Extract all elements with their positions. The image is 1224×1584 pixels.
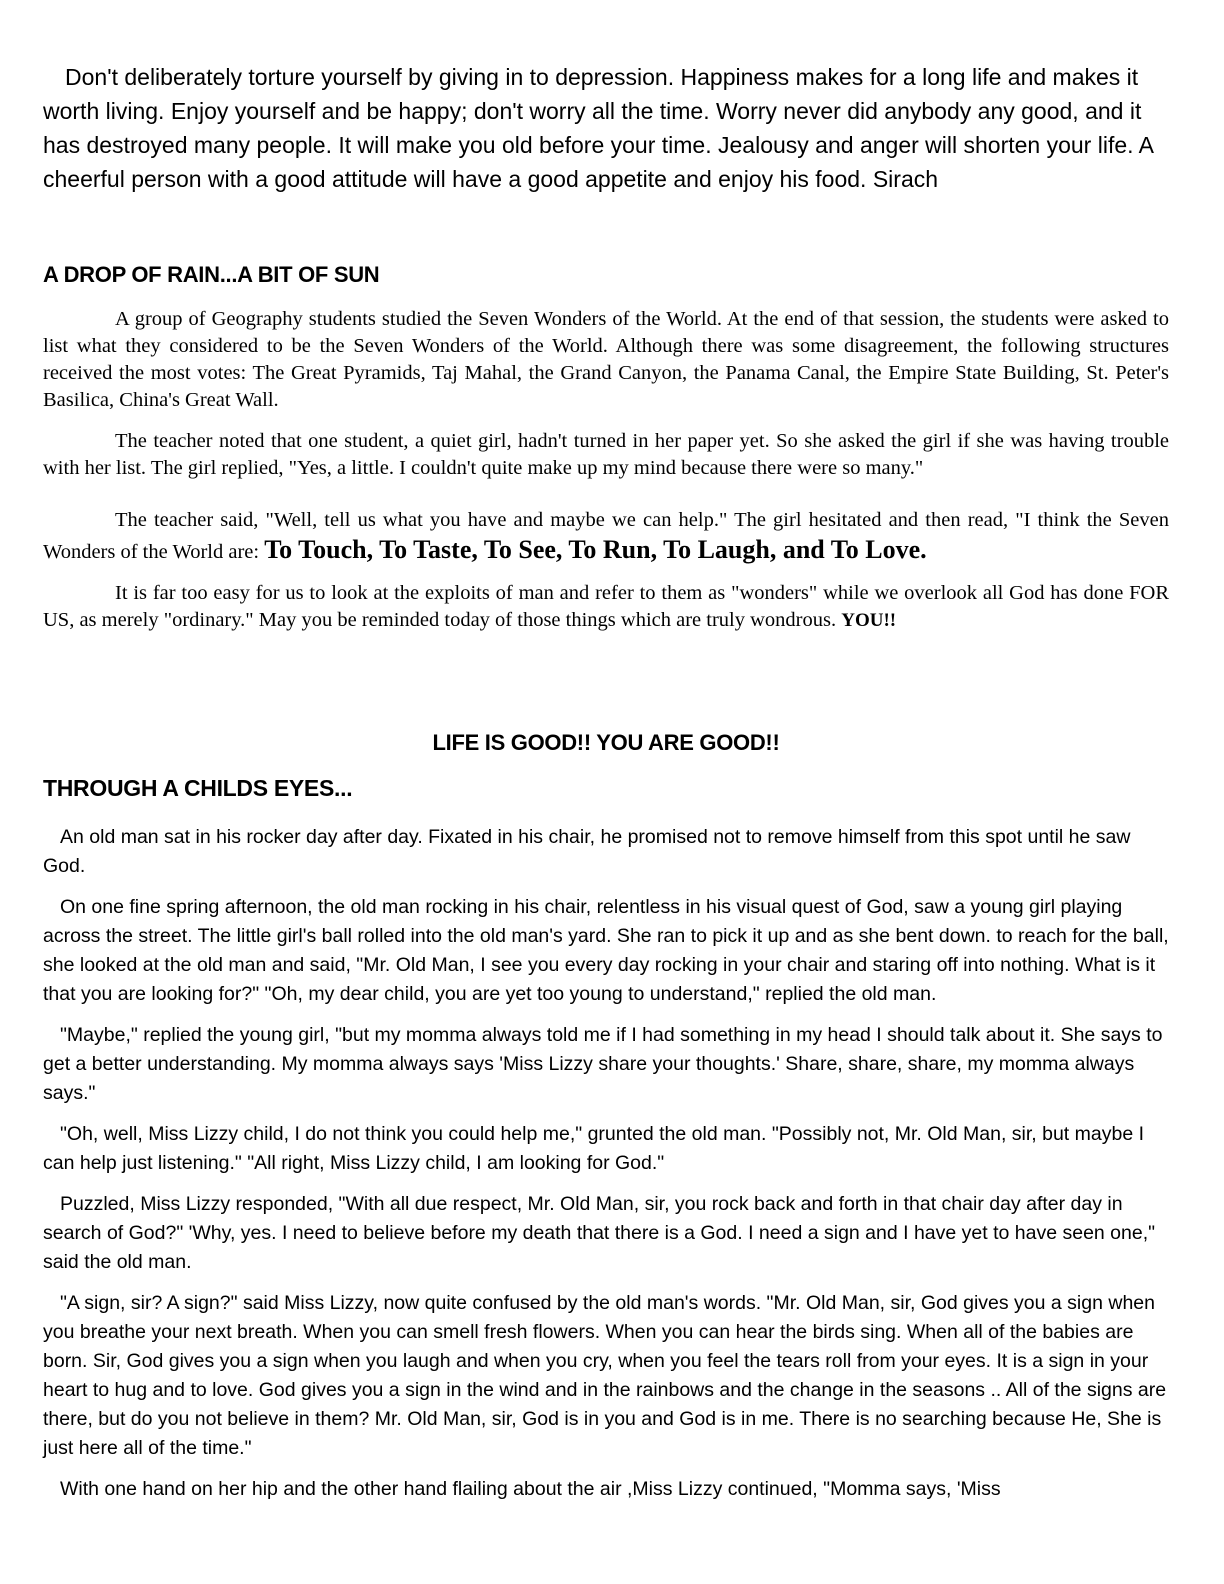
paragraph: [43, 580, 1169, 634]
section-heading-drop-of-rain: A DROP OF RAIN...A BIT OF SUN: [43, 262, 380, 287]
paragraph: An old man sat in his rocker day after day. Fixated in his chair, he promised not to remove himself from this spot until he saw God.: [43, 826, 1131, 877]
tagline: LIFE IS GOOD!! YOU ARE GOOD!!: [432, 730, 780, 755]
paragraph: The teacher noted that one student, a quiet girl, hadn't turned in her paper yet. So she asked the girl if she was having trouble with her list. The girl replied, "Yes, a little. I couldn't quite make up my mind because there were so many.": [43, 430, 1169, 479]
story-seven-wonders: [43, 306, 1169, 634]
paragraph: [43, 507, 1169, 566]
paragraph: "Maybe," replied the young girl, "but my momma always told me if I had something in my head I should talk about it. She says to get a better understanding. My momma always says 'Miss Lizzy share your thoughts.' Share, share, share, my momma always says.": [43, 1024, 1163, 1104]
seven-wonders-list: To Touch, To Taste, To See, To Run, To Laugh, and To Love.: [264, 535, 927, 564]
paragraph: With one hand on her hip and the other hand flailing about the air ,Miss Lizzy continued, "Momma says, 'Miss: [60, 1478, 1001, 1500]
paragraph-text: It is far too easy for us to look at the exploits of man and refer to them as "wonders" while we overlook all God has done FOR US, as merely "ordinary." May you be reminded today of those things which are truly wondrous.: [43, 582, 1169, 631]
you-emphasis: YOU!!: [841, 610, 897, 631]
paragraph: "Oh, well, Miss Lizzy child, I do not think you could help me," grunted the old man. "Possibly not, Mr. Old Man, sir, but maybe I can help just listening." "All right, Miss Lizzy child, I am looking for God.": [43, 1123, 1145, 1174]
paragraph: On one fine spring afternoon, the old man rocking in his chair, relentless in his visual quest of God, saw a young girl playing across the street. The little girl's ball rolled into the old man's yard. She ran to pick it up and as she bent down. to reach for the ball, she looked at the old man and said, "Mr. Old Man, I see you every day rocking in your chair and staring off into nothing. What is it that you are looking for?" "Oh, my dear child, you are yet too young to understand," replied the old man.: [43, 896, 1169, 1005]
paragraph: A group of Geography students studied the Seven Wonders of the World. At the end of that session, the students were asked to list what they considered to be the Seven Wonders of the World. Although there was some disagreement, the following structures received the most votes: The Great Pyramids, Taj Mahal, the Grand Canyon, the Panama Canal, the Empire State Building, St. Peter's Basilica, China's Great Wall.: [43, 308, 1169, 411]
paragraph: Puzzled, Miss Lizzy responded, "With all due respect, Mr. Old Man, sir, you rock back and forth in that chair day after day in search of God?" 'Why, yes. I need to believe before my death that there is a God. I need a sign and I have yet to have seen one," said the old man.: [43, 1193, 1156, 1273]
sirach-quote: Don't deliberately torture yourself by giving in to depression. Happiness makes for a long life and makes it worth living. Enjoy yourself and be happy; don't worry all the time. Worry never did anybody any good, and it has destroyed many people. It will make you old before your time. Jealousy and anger will shorten your life. A cheerful person with a good attitude will have a good appetite and enjoy his food. Sirach: [43, 64, 1153, 192]
paragraph-text: The teacher said, "Well, tell us what you have and maybe we can help." The girl hesitated and then read, "I think the Seven Wonders of the World are:: [43, 509, 1169, 563]
section-heading-childs-eyes: THROUGH A CHILDS EYES...: [43, 775, 353, 801]
paragraph: "A sign, sir? A sign?" said Miss Lizzy, now quite confused by the old man's words. "Mr. Old Man, sir, God gives you a sign when you breathe your next breath. When you can smell fresh flowers. When you can hear the birds sing. When all of the babies are born. Sir, God gives you a sign when you laugh and when you cry, when you feel the tears roll from your eyes. It is a sign in your heart to hug and to love. God gives you a sign in the wind and in the rainbows and the change in the seasons .. All of the signs are there, but do you not believe in them? Mr. Old Man, sir, God is in you and God is in me. There is no searching because He, She is just here all of the time.": [43, 1292, 1167, 1459]
story-childs-eyes: [43, 823, 1169, 1516]
